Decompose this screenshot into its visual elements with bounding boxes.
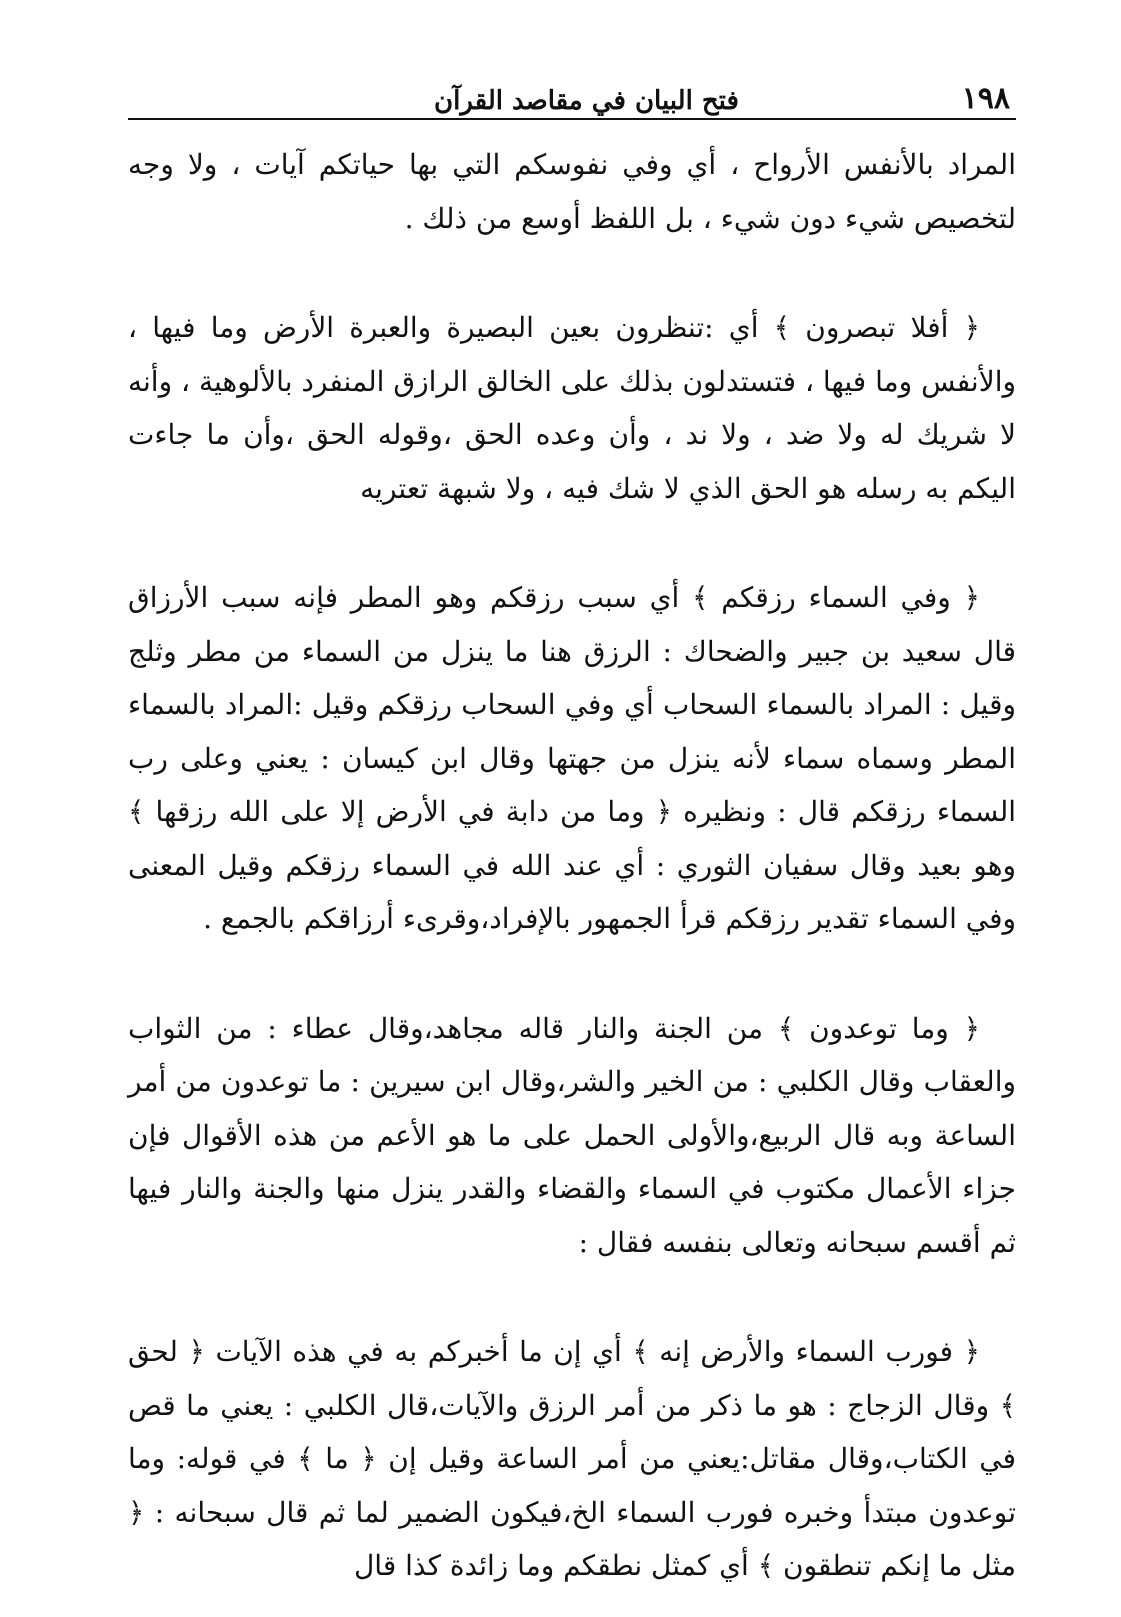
paragraph-1: المراد بالأنفس الأرواح ، أي وفي نفوسكم التي بها حياتكم آيات ، ولا وجه لتخصيص شيء دون شيء ، بل اللفظ أوسع من ذلك . xyxy=(128,148,1016,235)
book-title: فتح البيان في مقاصد القرآن xyxy=(434,86,739,116)
paragraph-3: ﴿ وفي السماء رزقكم ﴾ أي سبب رزقكم وهو المطر فإنه سبب الأرزاق قال سعيد بن جبير والضحاك : الرزق هنا ما ينزل من السماء من مطر وثلج وقيل : المراد بالسماء السحاب أي وفي السحاب رزقكم وقيل :المراد بالسماء المطر وسماه سماء لأنه ينزل من جهتها وقال ابن كيسان : يعني وعلى رب السماء رزقكم قال : ونظيره ﴿ وما من دابة في الأرض إلا على الله رزقها ﴾ وهو بعيد وقال سفيان الثوري : أي عند الله في السماء رزقكم وقيل المعنى وفي السماء تقدير رزقكم قرأ الجمهور بالإفراد،وقرىء أرزاقكم بالجمع . xyxy=(128,581,1016,935)
page-number: ١٩٨ xyxy=(961,81,1010,116)
paragraph-5: ﴿ فورب السماء والأرض إنه ﴾ أي إن ما أخبركم به في هذه الآيات ﴿ لحق ﴾ وقال الزجاج : هو ما ذكر من أمر الرزق والآيات،قال الكلبي : يعني ما قص في الكتاب،وقال مقاتل:يعني من أمر الساعة وقيل إن ﴿ ما ﴾ في قوله: وما توعدون مبتدأ وخبره فورب السماء الخ،فيكون الضمير لما ثم قال سبحانه : ﴿ مثل ما إنكم تنطقون ﴾ أي كمثل نطقكم وما زائدة كذا قال xyxy=(128,1335,1016,1582)
body-text xyxy=(128,138,1016,1593)
running-header xyxy=(128,62,1016,120)
paragraph-2: ﴿ أفلا تبصرون ﴾ أي :تنظرون بعين البصيرة والعبرة الأرض وما فيها ، والأنفس وما فيها ، فتستدلون بذلك على الخالق الرازق المنفرد بالألوهية ، وأنه لا شريك له ولا ضد ، ولا ند ، وأن وعده الحق ،وقوله الحق ،وأن ما جاءت اليكم به رسله هو الحق الذي لا شك فيه ، ولا شبهة تعتريه xyxy=(128,311,1016,505)
paragraph-4: ﴿ وما توعدون ﴾ من الجنة والنار قاله مجاهد،وقال عطاء : من الثواب والعقاب وقال الكلبي : من الخير والشر،وقال ابن سيرين : ما توعدون من أمر الساعة وبه قال الربيع،والأولى الحمل على ما هو الأعم من هذه الأقوال فإن جزاء الأعمال مكتوب في السماء والقضاء والقدر ينزل منها والجنة والنار فيها ثم أقسم سبحانه وتعالى بنفسه فقال : xyxy=(128,1011,1016,1259)
document-page xyxy=(128,62,1016,1617)
